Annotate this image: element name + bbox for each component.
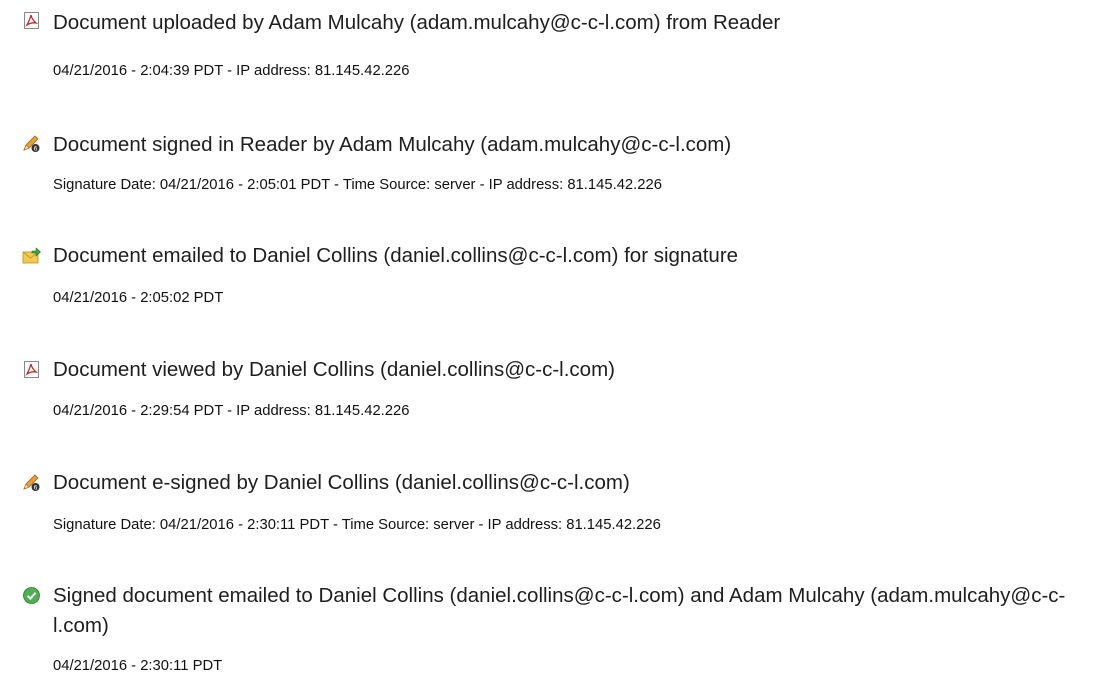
svg-text:6: 6: [33, 484, 38, 492]
audit-event-title: Document uploaded by Adam Mulcahy (adam.mulcahy@c-c-l.com) from Reader: [53, 11, 781, 34]
audit-event-detail: 04/21/2016 - 2:04:39 PDT - IP address: 81.145.42.226: [53, 63, 410, 79]
audit-event-title: Document e-signed by Daniel Collins (daniel.collins@c-c-l.com): [53, 471, 630, 494]
audit-event-detail: 04/21/2016 - 2:30:11 PDT: [53, 658, 223, 674]
svg-text:6: 6: [33, 145, 38, 153]
audit-event-detail: 04/21/2016 - 2:29:54 PDT - IP address: 81.145.42.226: [53, 403, 410, 419]
audit-event-detail: 04/21/2016 - 2:05:02 PDT: [53, 290, 224, 306]
audit-event-title: Signed document emailed to Daniel Collins (daniel.collins@c-c-l.com) and Adam Mulcahy (adam.mulcahy@c-c-l.com): [53, 584, 1066, 637]
audit-event-title: Document emailed to Daniel Collins (daniel.collins@c-c-l.com) for signature: [53, 244, 739, 267]
pdf-document-icon: [22, 360, 41, 379]
check-complete-icon: [22, 586, 41, 605]
pdf-document-icon: [22, 11, 41, 30]
pen-sign-icon: [22, 473, 41, 492]
audit-event-detail: Signature Date: 04/21/2016 - 2:05:01 PDT - Time Source: server - IP address: 81.145.42.226: [53, 177, 662, 193]
email-send-icon: [22, 246, 41, 265]
audit-event-title: Document signed in Reader by Adam Mulcahy (adam.mulcahy@c-c-l.com): [53, 133, 732, 156]
audit-event-detail: Signature Date: 04/21/2016 - 2:30:11 PDT - Time Source: server - IP address: 81.145.42.226: [53, 517, 661, 533]
audit-event-title: Document viewed by Daniel Collins (daniel.collins@c-c-l.com): [53, 358, 615, 381]
pen-sign-icon: [22, 134, 41, 153]
